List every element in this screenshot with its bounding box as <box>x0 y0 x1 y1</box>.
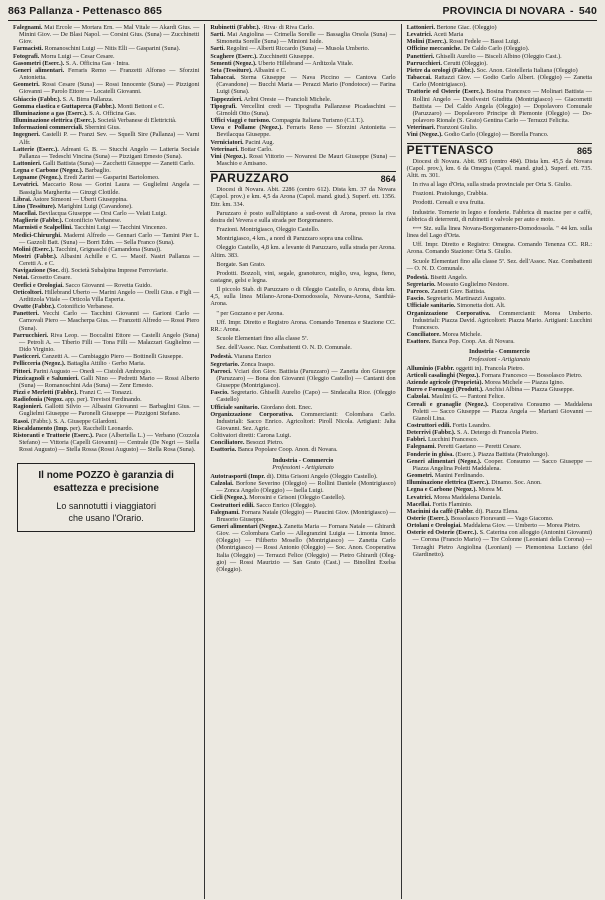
directory-entry: Ortolani e Orologiai. Maddalena Giov. — Umberto — Morea Pietro. <box>406 522 581 530</box>
header-right-page: 540 <box>578 5 597 17</box>
directory-entry: Uffici viaggi e turismo. Compagnia Italiana Turismo (C.I.T.). <box>210 117 365 125</box>
directory-entry: Fonderie in ghisa. (Eserc.). Piazza Battista (Pratolungo). <box>406 450 549 458</box>
directory-entry: Segretario. Mossuto Guglielmo Nestore. <box>406 281 509 288</box>
column-1 <box>8 24 204 899</box>
town-number: 865 <box>576 145 592 156</box>
directory-entry: Fotografi. Morra Luigi — Cesar Cesare. <box>13 52 115 60</box>
directory-entry: Conciliatore. Morea Michele. <box>406 331 482 339</box>
directory-entry: Articoli casalinghi (Negoz.). Fornara Francesco — Bossolasco Pietro. <box>406 371 583 379</box>
directory-entry: Mostri (Fabbr.). Albasini Achille e C. — Maoif. Nastri Pallanza — Ceretti A. e C. <box>13 253 200 268</box>
description-paragraph: Frazioni. Montrigiasco, Oleggio Castello. <box>216 226 320 234</box>
col2-entries <box>210 353 395 453</box>
directory-entry: Vini (Negoz.). Rossi Vittorio — Novaresi De Mauri Giuseppe (Suna) — Maschio e Amisano. <box>210 152 396 167</box>
directory-entry: Macellai. Bevilacqua Giuseppe — Orsi Carlo — Velati Luigi. <box>13 210 167 218</box>
directory-entry: Parroci. Vciari don Giov. Battista (Paruzzaro) — Zanetta don Giuseppe (Paruzzaro) — Bona don Giovanni (Oleggio Castello) — Cantanti don Giuseppe (Montrigiasco). <box>210 367 396 390</box>
directory-entry: Burro e Formaggi (Produtt.). Anchisi Albina — Piazza Giuseppe. <box>406 386 574 394</box>
description-paragraph: Uff. Impr. Diretto e Registro Arona. Comando Tenenza e Stazione CC. RR.: Arona. <box>210 318 396 333</box>
directory-entry: Informazioni commerciali. Sbernini Gius. <box>13 124 121 132</box>
directory-entry: Illuminazione elettrica (Eserc.). Società Verbanese di Elettricità. <box>13 117 177 125</box>
directory-entry: Ovatte (Fabbr.). Cotonificio Verbanese. <box>13 303 114 311</box>
directory-entry: Pittori. Parini Augusto — Onedi — Cistoldi Ambrogio. <box>13 367 152 375</box>
directory-entry: Radiofonia (Negoz. app. per). Trevisoi Ferdinando. <box>13 396 142 404</box>
directory-entry: Parrucchieri. Cerutti (Oleggio). <box>406 59 488 67</box>
col2-top-entries <box>210 24 395 167</box>
directory-entry: Legna e Carbone (Negoz.). Morea M. <box>406 486 504 494</box>
header-left <box>8 4 162 18</box>
description-paragraph: Scuole Elementari fino alla classe 5ª. Sez. dell'Assoc. Naz. Combattenti — O. N. D. Comunale. <box>406 257 592 272</box>
directory-entry: Podestà. Viarana Enrico <box>210 353 272 361</box>
town-header-paruzzaro <box>210 171 396 186</box>
header-left-code: 865 <box>143 5 163 17</box>
directory-entry: Calzolai. Borfone Severino (Oleggio) — Rollini Daniele (Montrigiasco) — Zonca Angelo (Oleggio) — Isella Luigi. <box>210 480 396 495</box>
directory-entry: Organizzazione Corporativa. Commercianti: Colombara Carlo. Industriali: Sacco Enrico. Agricoltori: Piroll Nicola. Artigiani: Jalta Giovanni. Sez. Agric. <box>210 410 396 432</box>
directory-entry: Officine meccaniche. De Caldo Carlo (Oleggio). <box>406 45 530 53</box>
directory-entry: Uova e Pollame (Negoz.). Ferraris Reno — Sforzini Antonietta — Bevilacqua Giuseppe. <box>210 124 396 139</box>
directory-entry: Tipografi. Vercellini credi — Tipografia Pallanzese Picadaschini — Girnoldi Otto (Suna). <box>210 102 396 117</box>
advert-line-3: Lo sannotutti i viaggiatori <box>56 501 156 512</box>
sub-heading-2: Professioni - Artigianato <box>468 355 531 363</box>
directory-entry: Veterinari. Franzoni Giulio. <box>406 124 478 132</box>
directory-entry: Falegnami. Mai Ercole — Mortara Ern. — Mal Vitale — Akardi Gius. — Minini Giov. — De Blasi Napol. — Corsini Gius. (Suna) — Zucchinetti Giov. <box>13 24 200 46</box>
directory-entry: Generi alimentari (Negoz.). Zanetta Maria — Fornara Natale — Ghirardi Giov. — Colombara Carlo — Allegranzini Luigia — Limonta Innoc. (Oleggio) — Filiberto Mosello (Montrigiasco) — Zanetta Carlo (Montrigiasco) — Rossi Antonio (Oleggio) — Soc. Anon. Cooperativa Italia (Oleggio) — Terrazzi Felice (Oleggio) — Pietro Ghirardi (Oleggio) — Rossi Maurizio — San Grato (Cast.) — Binollini Exelsa (Oleggio). <box>210 523 396 573</box>
town-number: 864 <box>380 174 396 185</box>
description-paragraph: Diocesi di Novara. Abit. 2286 (centro 612). Dista km. 37 da Novara (Capol. prov.) e km. 4,5 da Arona (Capol. mand. giud.). Superf. ett. 1356. Ettr. km. 334. <box>210 186 396 208</box>
directory-entry: Coltivatori diretti: Carona Luigi. <box>210 432 292 440</box>
directory-entry: Conciliatore. Besozzi Pietro. <box>210 439 284 447</box>
directory-entry: Pizzi e Merletti (Fabbr.). Franzi C. — Tonazzi. <box>13 388 133 396</box>
directory-entry: Aziende agricole (Proprietà). Morea Michele — Piazza Igino. <box>406 379 565 387</box>
advert-box <box>17 463 195 532</box>
advert-line-4: che usano l'Orario. <box>68 513 144 524</box>
sub-heading-2: Professioni - Artigianato <box>272 463 334 471</box>
directory-entry: Panettieri. Ghiselli Aurelio — Bisceli Albino (Oleggio Cast.). <box>406 52 562 60</box>
directory-entry: Medici-Chirurghi. Maderni Alfredo — Gennari Carlo — Tamini Pier L. — Gazzoli Batt. (Suna) — Borri Edm. — Sella Franco (Suna). <box>13 231 200 246</box>
directory-entry: Riscaldamento (Imp. per). Racchelli Leonardo. <box>13 424 134 432</box>
directory-entry: Levatrici. Morea Maddalena Daniela. <box>406 493 502 501</box>
running-header <box>8 4 597 18</box>
directory-entry: Fabbri. Lucchini Francesco. <box>406 436 479 444</box>
col3-top-entries <box>407 24 592 139</box>
town-name: PETTENASCO <box>406 142 494 157</box>
directory-entry: Osterie ed Osterie (Eserc.). S. Caterina con alloggio (Antonini Giovanni) — Corona (Francio Mario) — Tre Colonne (Leoniani della Corona) — Terzaghi Pietro Angiolina (Leoniani) — Piemontesa Luciano (del Giardinetto). <box>406 529 592 558</box>
description-paragraph: Paruzzaro è posto sull'altipiano a sud-ovest di Arona, presso la riva destra del Vevera e sulla strada per Borgomanero. <box>210 209 396 224</box>
columns <box>8 24 597 899</box>
directory-entry: Orticoltori. Hillebrand Uberto — Marini Angelo — Orelli Gius. e Figli — Arditizola Vitale — Orticola Villa Esperia. <box>13 288 200 303</box>
directory-entry: Panetteri. Vecchi Carlo — Tacchini Giovanni — Garioni Carlo — Carnovali Piero — Mascherpa Gius. — Franzetti Alfredo — Rossi Piero (Suna). <box>13 310 200 332</box>
col1-entries <box>13 24 199 453</box>
directory-entry: Molini (Eserc.). Rossi Fedele — Bassi Luigi. <box>406 38 521 46</box>
directory-entry: Parrucchieri. Riva Leop. — Boccalini Ettore — Castelli Angelo (Suna) — Petroli A. — Tiberio Filli — Tona Filli — Malazzari Guglielmo — Dido Virginio. <box>13 331 200 354</box>
directory-entry: Organizzazione Corporativa. Commercianti: Morea Umberto. Industriali: Piazza David. Agricoltori: Piazza Mario. Artigiani: Lucchini Francesco. <box>406 309 592 331</box>
description-paragraph: Prodotti. Cereali e uva fruita. <box>412 199 485 207</box>
col3-entries <box>407 274 592 346</box>
directory-entry: Alluminio (Fabbr. oggetti in). Francola Pietro. <box>406 364 524 372</box>
header-right <box>441 4 598 18</box>
directory-entry: Levatrici. Maccario Rosa — Gorini Laura — Guglielmi Angela — Bassiglia Margherita — Ginzgi Clotilde. <box>13 181 200 196</box>
directory-entry: Macellai. Fortis Flaminio. <box>406 500 473 508</box>
directory-entry: Ghiaccio (Fabbr.). S. A. Birra Pallanza. <box>13 95 114 103</box>
column-3 <box>401 24 597 899</box>
directory-entry: Geometri. Manini Ferdinando. <box>406 472 484 480</box>
directory-entry: Scaghere (Eserc.). Zucchinetti Giuseppe. <box>210 52 314 60</box>
directory-entry: Tabaccai. Rattazzi Giov. — Godio Carlo Albert. (Oleggio) — Zanetta Carlo (Montrigiasco). <box>406 74 592 89</box>
directory-entry: Veterinari. Bottar Carlo. <box>210 145 273 153</box>
directory-entry: Fascio. Segretario. Ghiselli Aurelio (Capo) — Sindacalia Rice. (Oleggio Castello) <box>210 389 396 404</box>
town-name: PARUZZARO <box>210 171 290 186</box>
directory-entry: Deterrivi (Fabbr.). S. A. Detergo di Francola Pietro. <box>406 429 538 437</box>
directory-entry: Orefici e Orologiai. Sacco Giovanni — Rovetta Guido. <box>13 281 152 289</box>
directory-entry: Pizzicagnoli e Salumieri. Galli Nino — Pedretti Mario — Rossi Alberto (Suna) — Romanoschini Ada (Suna) — Zenr Ernesto. <box>13 374 200 389</box>
directory-entry: Sementi (Negoz.). Uberto Hillebrand — Arditzola Vitale. <box>210 59 354 67</box>
description-paragraph: Borgate. San Grato. <box>216 260 266 268</box>
directory-entry: Falegnami. Peretti Gaetano — Peretti Cesare. <box>406 443 522 451</box>
description-paragraph: ⟷ Stz. sulla linea Novara-Borgomanero-Domodossola. " 44 km. sulla linea del Lago d'Orta. <box>406 224 592 240</box>
directory-entry: Illuminazione elettrica (Eserc.). Dinamo. Soc. Anon. <box>406 479 542 487</box>
directory-entry: Rubinetti (Fabbr.). ·Riva· di Riva Carlo. <box>210 24 314 31</box>
directory-entry: Ingegneri. Castelli P. — Franzi Sev. — Squelli Sire (Pallanza) — Varni Alfr. <box>13 131 200 146</box>
directory-entry: Sarti. Mai Angiolina — Crimella Sorelle — Bassaglia Orsola (Suna) — Simonetta Sorelle (Suna) — Minioni Iside. <box>210 31 396 46</box>
directory-entry: Tabaccai. Sterna Giuseppe — Nava Piccino — Cantova Carlo (Cavandone) — Bucchi Maria — Perazzi Mario (Fondotoce) — Farina Luigi (Suna). <box>210 74 396 96</box>
advert-line-1: Il nome POZZO è garanzia di <box>38 470 174 482</box>
directory-entry: Lattonieri. Galli Battista (Suna) — Zacchetti Giuseppe — Zanetti Carlo. <box>13 159 195 167</box>
directory-entry: Ragionieri. Gallotti Silvio — Albasini Giovanni — Barbaglini Gius. — Guglielmi Giuseppe — Paronelli Giuseppe — Pizzigoni Stefano. <box>13 403 200 418</box>
description-paragraph: Frazioni. Pratolungo, Crabbia. <box>412 190 488 198</box>
directory-entry: Pellicceria (Negoz.). Battaglia Attilio · Gerbo Maria. <box>13 360 146 368</box>
directory-entry: Latterie (Eserc.). Adreani G. B. — Stucchi Angelo — Latteria Sociale Pallanza — Tedeschi Vincina (Suna) — Pizzigani Ernesto (Suna). <box>13 145 200 160</box>
header-rule <box>8 20 597 21</box>
directory-entry: Navigazione (Soc. di). Società Subalpina Imprese Ferroviarie. <box>13 267 168 275</box>
directory-entry: Lino (Tessiture). Marighini Luigi (Cavandone). <box>13 202 133 210</box>
header-left-title: Pallanza - Pettenasco <box>29 5 141 17</box>
directory-entry: Ufficiale sanitario. Giordano dott. Enec. <box>210 403 313 411</box>
directory-entry: Costruttori edili. Sacco Enrico (Oleggio). <box>210 501 317 509</box>
directory-entry: Autotrasporti (Impr. di). Ditta Grisoni Angelo (Oleggio Castello). <box>210 472 378 480</box>
directory-entry: Osterie (Eserc.). Bossolasco Fioravanti — Vago Giacomo. <box>406 515 554 522</box>
directory-entry: Costruttori edili. Fortis Leandro. <box>406 421 491 429</box>
description-paragraph: Scuole Elementari fino alla classe 5ª. <box>216 335 309 343</box>
description-paragraph: Oleggio Castello, 4,8 km. a levante di Paruzzaro, sulla strada per Arona. Altim. 383. <box>210 244 396 259</box>
directory-entry: Cereali e granaglie (Negoz.). Cooperativa Consumo — Maddalena Poletti — Sacco Giuseppe — Piazza Angela — Mariani Giovanni — Gianoli Lina. <box>406 400 592 422</box>
directory-entry: Segretario. Zonca Iraspo. <box>210 360 275 368</box>
directory-entry: Lattonieri. Bertone Giac. (Oleggio) <box>406 24 497 31</box>
header-right-sep: - <box>570 5 574 17</box>
advert-line-2: esattezza e precisione <box>53 483 159 495</box>
directory-entry: Molini (Eserc.). Tacchini, Grignaschi (Camandona (Suna)). <box>13 245 162 253</box>
directory-entry: Ufficiale sanitario. Simonetta dott. Alt. <box>406 302 506 310</box>
description-paragraph: Sez. dell'Assoc. Naz. Combattenti O. N. D. Comunale. <box>216 344 352 352</box>
directory-entry: Geometri. Rossi Cesare (Suna) — Rossi Innocente (Suna) — Pizzigoni Giovanni — Parolo Ettore — Locatelli Giovanni. <box>13 81 200 96</box>
directory-entry: Podestà. Bisetti Angelo. <box>406 273 468 281</box>
directory-entry: Seta (Tessiture). Albasini e C. <box>210 66 287 74</box>
directory-entry: Generi alimentari (Negoz.). Cooper. Consumo — Sacco Giuseppe — Piazza Angelina Poletti Maddalena. <box>406 457 592 472</box>
page-number: 863 <box>8 5 27 17</box>
directory-entry: Esattore. Banca Pop. Coop. An. di Novara. <box>406 338 515 346</box>
directory-entry: Rasoi. (Fabbr.). S. A. Giuseppe Gilardoni. <box>13 417 118 425</box>
col2-entries-2 <box>210 473 395 573</box>
directory-entry: Legname (Negoz.). Eredi Zarini — Gasparini Bartolomeo. <box>13 174 160 182</box>
directory-entry: Gasometri (Eserc.). S. A. Officina Gas · Intra. <box>13 59 130 67</box>
description-paragraph: Prodotti. Bozzoli, vini, segale, granoturco, miglio, uva, legna, fieno, castagne, gelsi e legna. <box>210 269 396 284</box>
sub-heading: Industria - Commercio <box>272 456 334 464</box>
directory-entry: Maglierie (Fabbr.). Cotonificio Verbanese. <box>13 217 122 225</box>
description-paragraph: Industrie. Tornerie in legno e fonderie. Fabbrica di macine per e caffè, fabbrica di deterrenti, di rubinetti e valvole per auto e moto. <box>406 208 592 223</box>
town-description <box>407 158 592 272</box>
description-paragraph: " per Gozzano e per Arona. <box>216 309 284 317</box>
directory-entry: Levatrici. Aceti Maria <box>406 31 464 39</box>
directory-entry: Calzolai. Maulini G. — Fantoni Felice. <box>406 393 505 401</box>
directory-entry: Trattorie ed Osterie (Eserc.). Bosina Francesco — Molinari Battista — Rollini Angelo — Desilvestri Giuditta (Montrigiasco) — Giacometti Battista — Del Caldo Angela (Oleggio) — Dopolavoro Comunale (Paruzzaro) — Dopolavoro Principe di Piemonte (Oleggio) — Dopolavoro Rionale (S. Grato) Gentina Carlo — Terrazzi Felicita. <box>406 88 592 125</box>
directory-entry: Falegnami. Fornara Natale (Oleggio) — Piaucini Giov. (Montrigiasco) — Brusorio Giuseppe. <box>210 508 396 523</box>
directory-entry: Gomma elastica e Guttaperca (Fabbr.). Monti Bettoni e C. <box>13 102 165 110</box>
directory-entry: Cicli (Negoz.). Morosini e Grisoni (Oleggio Castello). <box>210 494 346 502</box>
description-paragraph: Il piccolo Stab. di Paruzzaro o di Oleggio Castello, o Arona, dista km. 4,5, sulla linea Milano-Arona-Domodossola, Novara-Arona, Santhià-Arona. <box>210 286 396 308</box>
town-header-pettenasco <box>406 142 592 157</box>
description-paragraph: In riva al lago d'Orta, sulla strada provinciale per Orta S. Giulio. <box>412 181 572 189</box>
column-2 <box>204 24 400 899</box>
directory-entry: Sarti. Regolini — Alberti Riccardo (Suna) — Musola Umberto. <box>210 45 370 53</box>
description-paragraph: Diocesi di Novara. Abit. 905 (centro 484). Dista km. 45,5 da Novara (Capol. prov.), km. 6 da Omegna (Capol. mand. giud.). Superf. ett. 735. Altit. m. 301. <box>406 157 592 179</box>
directory-entry: Macinini da caffè (Fabbr. di). Piazza Elena. <box>406 507 519 515</box>
directory-entry: Pasticceri. Canzetti A. — Cambiaggio Piero — Bottinelli Giuseppe. <box>13 353 183 361</box>
town-description <box>210 186 395 351</box>
directory-entry: Marmisti e Scalpellini. Tacchini Luigi — Tacchini Vincenzo. <box>13 224 167 232</box>
description-paragraph: Uff. Impr. Diretto e Registro: Omegna. Comando Tenenza CC. RR.: Arona. Comando Stazione: Orta S. Giulio. <box>406 241 592 256</box>
directory-entry: Librai. Astore Simeoni — Uberti Giuseppina. <box>13 195 128 203</box>
directory-entry: Ristoranti e Trattorie (Eserc.). Pace (Albertella L.) — Verbano (Cozzola Stefano) — Vittoria (Capelli Giovanni) — Centrale (De Negri — Stella Rossi Augusto) — Stella Rossa (Rossi Augusto) — Stella Rosa (Suna). <box>13 431 200 454</box>
directory-entry: Farmacisti. Romanoschini Luigi — Nitis Elli — Gasparini (Suna). <box>13 45 181 53</box>
header-right-title: PROVINCIA DI NOVARA <box>442 5 565 17</box>
directory-entry: Verniciatori. Pacini Aug. <box>210 138 275 146</box>
directory-entry: Esattoria. Banca Popolare Coop. Anon. di Novara. <box>210 446 338 454</box>
description-paragraph: Montrigiasco, 4 km., a nord di Paruzzaro sopra una collina. <box>216 235 364 243</box>
directory-entry: Tappezzieri. Arlini Oreste — Francioli Michele. <box>210 95 332 103</box>
sub-heading: Industria - Commercio <box>468 348 530 356</box>
col3-entries-2 <box>407 365 592 558</box>
directory-entry: Pietre da orologi (Fabbr.). Soc. Anon. Gioielleria Italiana (Oleggio) <box>406 66 578 74</box>
directory-entry: Fascio. Segretario. Martinazzi Augusto. <box>406 295 506 303</box>
directory-entry: Vini (Negoz.). Godio Carlo (Oleggio) — Borella Franco. <box>406 131 549 139</box>
directory-entry: Illuminazione a gas (Eserc.). S. A. Officina Gas. <box>13 109 137 117</box>
directory-entry: Parroco. Zanetti Giov. Battista. <box>406 288 486 296</box>
directory-entry: Generi alimentari. Ferraris Remo — Franzetti Alfonso — Sforzini Antonietta. <box>13 66 200 82</box>
directory-entry: Notai. Grosetto Cesare. <box>13 274 72 282</box>
directory-entry: Legna e Carbone (Negoz.). Barbaglio. <box>13 167 111 175</box>
